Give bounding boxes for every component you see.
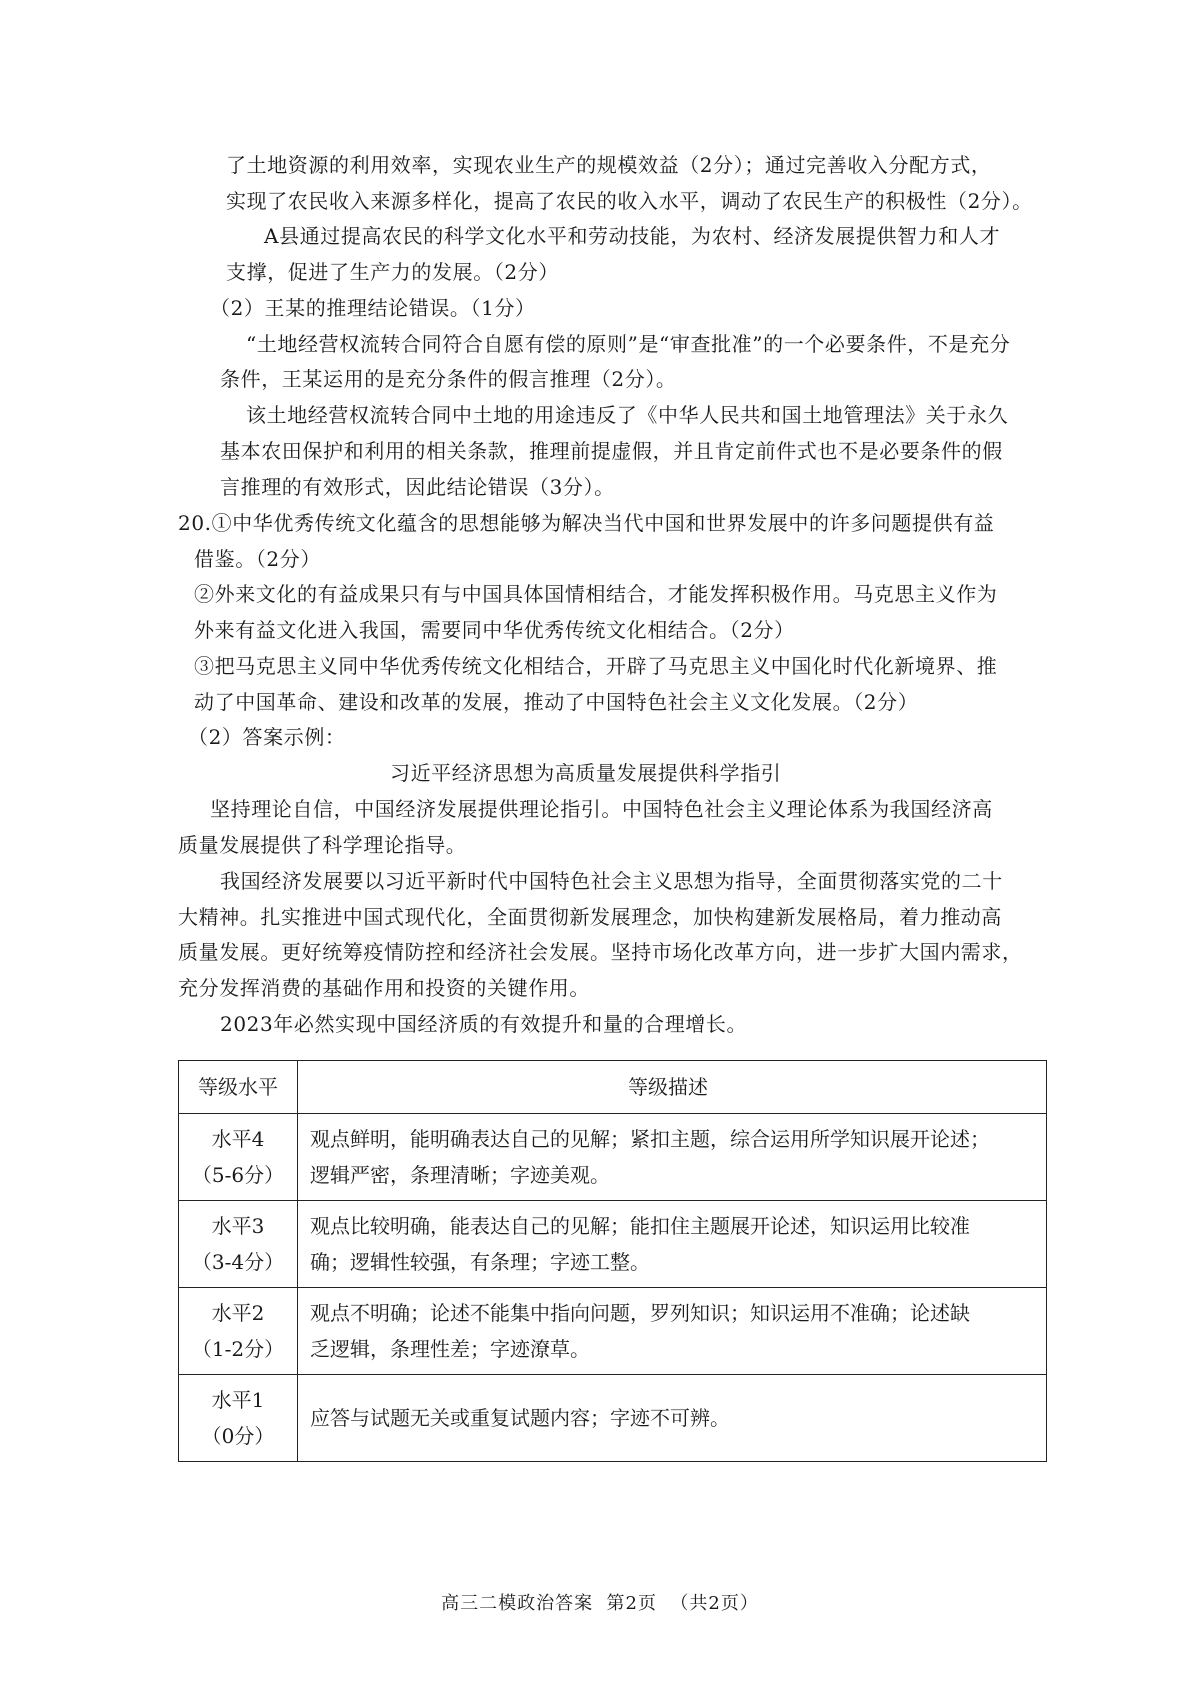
essay-title: 习近平经济思想为高质量发展提供科学指引 [390,761,782,785]
text-line: “土地经营权流转合同符合自愿有偿的原则”是“审查批准”的一个必要条件，不是充分 [246,332,1011,356]
text-line: A县通过提高农民的科学文化水平和劳动技能，为农村、经济发展提供智力和人才 [264,224,1001,248]
description-line: 确；逻辑性较强，有条理；字迹工整。 [310,1250,650,1274]
level-cell [179,1288,298,1375]
grading-table [178,1060,1047,1462]
text-line: 言推理的有效形式，因此结论错误（3分）。 [220,475,615,499]
level-score: （0分） [201,1424,275,1448]
table-row [179,1114,1047,1201]
level-label: 水平1 [211,1388,265,1412]
description-line: 观点不明确；论述不能集中指向问题，罗列知识；知识运用不准确；论述缺 [310,1301,970,1325]
level-cell [179,1201,298,1288]
table-row [179,1288,1047,1375]
text-line: （2）王某的推理结论错误。（1分） [210,296,536,320]
description-cell [298,1375,1047,1462]
table-row [179,1375,1047,1462]
text-line: 实现了农民收入来源多样化，提高了农民的收入水平，调动了农民生产的积极性（2分）。 [226,189,1033,213]
text-line: 基本农田保护和利用的相关条款，推理前提虚假，并且肯定前件式也不是必要条件的假 [220,439,1003,463]
description-line: 应答与试题无关或重复试题内容；字迹不可辨。 [310,1406,730,1430]
description-cell [298,1288,1047,1375]
level-score: （5-6分） [191,1163,285,1187]
text-line: ③把马克思主义同中华优秀传统文化相结合，开辟了马克思主义中国化时代化新境界、推 [194,654,998,678]
table-header-description: 等级描述 [298,1061,1047,1114]
description-cell [298,1201,1047,1288]
text-line: 坚持理论自信，中国经济发展提供理论指引。中国特色社会主义理论体系为我国经济高 [210,797,993,821]
table-row [179,1201,1047,1288]
table-header-level: 等级水平 [179,1061,298,1114]
level-cell [179,1114,298,1201]
text-line: 支撑，促进了生产力的发展。（2分） [226,260,559,284]
level-label: 水平2 [211,1301,265,1325]
text-line: 2023年必然实现中国经济质的有效提升和量的合理增长。 [220,1012,748,1036]
level-label: 水平3 [211,1214,265,1238]
text-line: 充分发挥消费的基础作用和投资的关键作用。 [178,976,590,1000]
text-line: 外来有益文化进入我国，需要同中华优秀传统文化相结合。（2分） [194,618,795,642]
text-line: 借鉴。（2分） [194,547,321,571]
text-line: 条件，王某运用的是充分条件的假言推理（2分）。 [220,367,677,391]
description-cell [298,1114,1047,1201]
level-label: 水平4 [211,1127,265,1151]
level-score: （3-4分） [191,1250,285,1274]
text-line: 质量发展提供了科学理论指导。 [178,833,467,857]
table-header-row [179,1061,1047,1114]
description-line: 乏逻辑，条理性差；字迹潦草。 [310,1337,590,1361]
text-line: 了土地资源的利用效率，实现农业生产的规模效益（2分）；通过完善收入分配方式， [226,153,992,177]
level-score: （1-2分） [191,1337,285,1361]
page-footer: 高三二模政治答案 第2页 （共2页） [441,1593,759,1614]
text-line: ②外来文化的有益成果只有与中国具体国情相结合，才能发挥积极作用。马克思主义作为 [194,582,998,606]
text-line: 质量发展。更好统筹疫情防控和经济社会发展。坚持市场化改革方向，进一步扩大国内需求， [178,940,1023,964]
level-cell [179,1375,298,1462]
question-20-heading: 20.①中华优秀传统文化蕴含的思想能够为解决当代中国和世界发展中的许多问题提供有益 [178,511,995,535]
text-line: 动了中国革命、建设和改革的发展，推动了中国特色社会主义文化发展。（2分） [194,690,919,714]
text-line: 大精神。扎实推进中国式现代化，全面贯彻新发展理念，加快构建新发展格局，着力推动高 [178,905,1002,929]
text-line: 我国经济发展要以习近平新时代中国特色社会主义思想为指导，全面贯彻落实党的二十 [220,869,1003,893]
description-line: 观点鲜明，能明确表达自己的见解；紧扣主题，综合运用所学知识展开论述； [310,1127,990,1151]
text-line: （2）答案示例： [188,725,346,749]
description-line: 逻辑严密，条理清晰；字迹美观。 [310,1163,610,1187]
text-line: 该土地经营权流转合同中土地的用途违反了《中华人民共和国土地管理法》关于永久 [246,403,1009,427]
description-line: 观点比较明确，能表达自己的见解；能扣住主题展开论述，知识运用比较准 [310,1214,970,1238]
